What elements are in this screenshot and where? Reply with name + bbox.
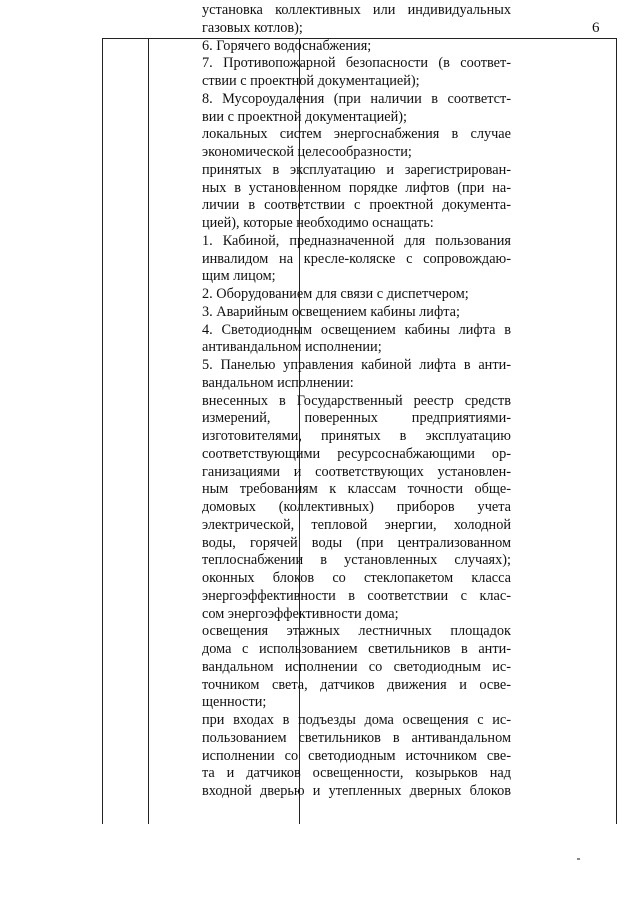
text-line: входной дверью и утепленных дверных блоков [202,783,511,799]
text-line: принятых в эксплуатацию и зарегистрирован- [202,161,511,178]
text-line: 6. Горячего водоснабжения; [202,37,372,54]
text-line: 1. Кабиной, предназначенной для пользования [202,232,511,249]
text-line: оконных блоков со стеклопакетом класса [202,570,511,586]
text-line: 3. Аварийным освещением кабины лифта; [202,303,460,320]
text-line: установка коллективных или индивидуальных [202,2,511,18]
text-line: изготовителями, принятых в эксплуатацию [202,428,511,444]
page-number: 6 [592,20,600,36]
text-line: вандальном исполнении со светодиодным ис- [202,658,511,675]
text-line: вии с проектной документацией); [202,108,408,125]
text-line: исполнении со светодиодным источником све- [202,747,511,764]
text-line: вандальном исполнении: [202,374,354,391]
text-line: инвалидом на кресле-коляске с сопровождаю- [202,250,511,267]
text-line: экономической целесообразности; [202,144,412,160]
text-line: ганизациями и соответствующих установлен- [202,463,511,480]
text-line: соответствующими ресурсоснабжающими ор- [202,445,511,462]
text-line: ным требованиям к классам точности обще- [202,481,511,498]
text-line: дома с использованием светильников в анти- [202,641,511,657]
text-line: цией), которые необходимо оснащать: [202,215,434,231]
scan-speck [577,858,580,860]
text-line: 7. Противопожарной безопасности (в соответ- [202,55,511,72]
table-cell-text [202,2,511,801]
column-divider-1 [148,39,149,824]
text-line: освещения этажных лестничных площадок [202,623,511,640]
text-line: ных в установленном порядке лифтов (при на- [202,179,511,196]
text-line: при входах в подъезды дома освещения с ис- [202,712,511,728]
text-line: щенности; [202,694,267,711]
text-line: газовых котлов); [202,19,303,36]
text-line: точником света, датчиков движения и осве- [202,676,511,693]
text-line: личии в соответствии с проектной документа- [202,197,511,214]
text-line: домовых (коллективных) приборов учета [202,499,511,515]
text-line: ствии с проектной документацией); [202,73,420,89]
text-line: щим лицом; [202,268,276,285]
text-line: 2. Оборудованием для связи с диспетчером; [202,286,469,302]
text-line: 5. Панелью управления кабиной лифта в анти- [202,357,511,373]
text-line: пользованием светильников в антивандальном [202,729,511,746]
text-line: та и датчиков освещенности, козырьков над [202,765,511,782]
text-line: антивандальном исполнении; [202,339,382,356]
text-line: сом энергоэффективности дома; [202,605,399,622]
text-line: 4. Светодиодным освещением кабины лифта в [202,321,511,338]
text-line: теплоснабжении в установленных случаях); [202,552,511,569]
text-line: 8. Мусороудаления (при наличии в соответст- [202,90,511,107]
text-line: внесенных в Государственный реестр средств [202,392,511,409]
text-line: воды, горячей воды (при централизованном [202,534,511,551]
text-line: измерений, поверенных предприятиями- [202,410,511,427]
text-line: энергоэффективности в соответствии с клас- [202,587,511,604]
text-line: электрической, тепловой энергии, холодной [202,516,511,533]
text-line: локальных систем энергоснабжения в случае [202,126,511,143]
